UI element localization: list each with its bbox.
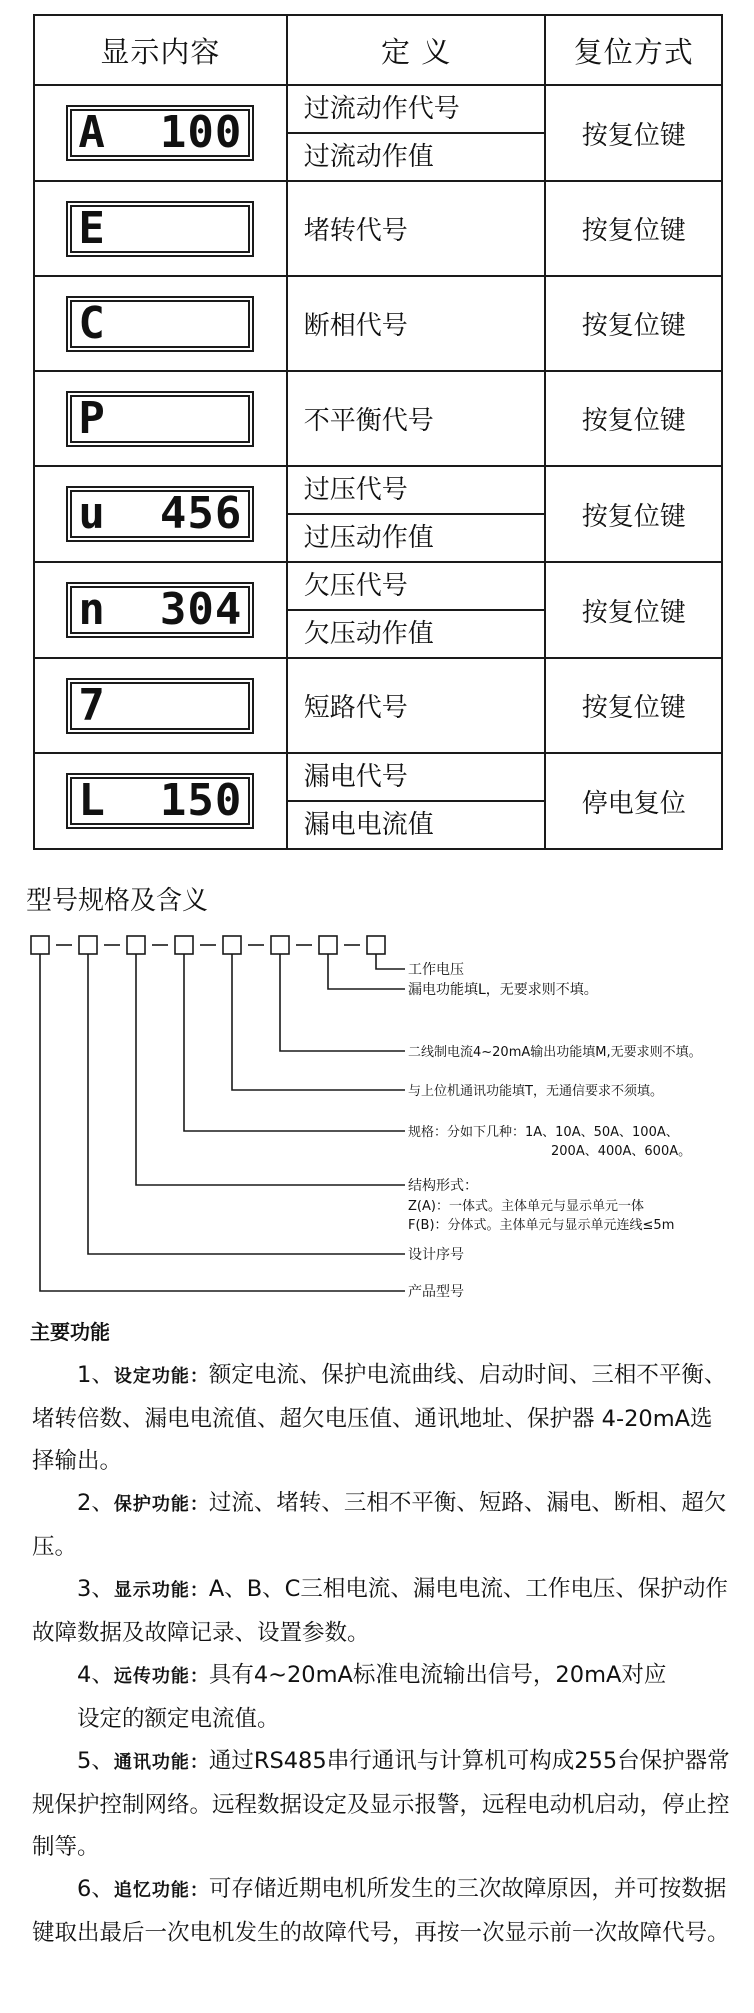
function-name: 追忆功能：	[113, 1880, 209, 1901]
table-row	[34, 753, 722, 849]
display-cell	[34, 181, 287, 276]
table-row	[34, 276, 722, 371]
label-struct-line2: Z(A)：一体式。主体单元与显示单元一体	[408, 1199, 644, 1214]
header-display-content: 显示内容	[34, 15, 287, 85]
code-box	[367, 936, 385, 954]
definition-cell	[287, 753, 546, 849]
table-row	[34, 371, 722, 466]
definition-line: 漏电电流值	[303, 810, 434, 840]
lcd-value: 456	[159, 488, 243, 539]
leader-line	[184, 954, 405, 1131]
label-comm: 与上位机通讯功能填T，无通信要求不须填。	[408, 1084, 663, 1099]
reset-cell: 按复位键	[545, 466, 722, 562]
label-design-no: 设计序号	[408, 1247, 464, 1263]
label-two-wire: 二线制电流4~20mA输出功能填M,无要求则不填。	[408, 1045, 702, 1060]
table-row	[34, 658, 722, 753]
code-box	[223, 936, 241, 954]
function-text: 额定电流、保护电流曲线、启动时间、三相不平衡、堵转倍数、漏电电流值、超欠电压值、通讯地址、保护器 4-20mA选择输出。	[32, 1362, 727, 1474]
leader-line	[376, 954, 405, 969]
leader-line	[328, 954, 405, 989]
table-row	[34, 85, 722, 181]
lcd-code: n	[78, 584, 105, 635]
function-num: 5、	[77, 1748, 114, 1774]
code-box	[271, 936, 289, 954]
definition-cell	[287, 85, 546, 181]
definition-cell: 不平衡代号	[287, 371, 546, 466]
definition-line: 过流动作代号	[288, 86, 545, 134]
definition-cell: 短路代号	[287, 658, 546, 753]
leader-line	[232, 954, 405, 1090]
function-item-continued: 设定的额定电流值。	[77, 1706, 280, 1732]
display-code-table	[33, 14, 723, 850]
definition-cell: 断相代号	[287, 276, 546, 371]
function-num: 3、	[77, 1576, 114, 1602]
label-spec-line2: 200A、400A、600A。	[551, 1144, 692, 1159]
definition-line: 过压动作值	[303, 523, 434, 553]
reset-cell: 停电复位	[545, 753, 722, 849]
function-name: 显示功能：	[113, 1580, 209, 1601]
definition-cell	[287, 466, 546, 562]
function-item	[32, 1740, 732, 1868]
function-name: 保护功能：	[113, 1494, 209, 1515]
display-cell	[34, 466, 287, 562]
function-name: 通讯功能：	[113, 1752, 209, 1773]
lcd-code: L	[78, 775, 105, 826]
function-item	[32, 1654, 732, 1698]
label-struct-line1: 结构形式：	[408, 1178, 478, 1194]
lcd-code: P	[78, 392, 105, 444]
definition-line: 漏电代号	[288, 754, 545, 802]
code-box	[127, 936, 145, 954]
lcd-value: 100	[159, 107, 243, 158]
function-item	[32, 1482, 732, 1568]
function-text: 可存储近期电机所发生的三次故障原因，并可按数据键取出最后一次电机发生的故障代号，再按一次显示前一次故障代号。	[32, 1876, 730, 1946]
definition-cell: 堵转代号	[287, 181, 546, 276]
lcd-display	[66, 773, 254, 829]
function-name: 远传功能：	[113, 1666, 209, 1687]
header-definition: 定 义	[287, 15, 546, 85]
display-cell	[34, 753, 287, 849]
lcd-code: C	[78, 297, 105, 349]
lcd-code: 7	[78, 679, 105, 731]
function-num: 2、	[77, 1490, 114, 1516]
model-spec-diagram	[0, 928, 754, 1308]
function-text: 具有4~20mA标准电流输出信号，20mA对应	[208, 1662, 667, 1688]
code-box	[79, 936, 97, 954]
lcd-display	[66, 582, 254, 638]
lcd-display	[66, 486, 254, 542]
code-box	[175, 936, 193, 954]
lcd-code: A	[78, 107, 105, 158]
function-item	[32, 1868, 732, 1954]
definition-line: 过压代号	[288, 467, 545, 515]
reset-cell: 按复位键	[545, 562, 722, 658]
definition-cell	[287, 562, 546, 658]
reset-cell: 按复位键	[545, 181, 722, 276]
table-header-row	[34, 15, 722, 85]
label-product-model: 产品型号	[408, 1284, 464, 1300]
leader-line	[40, 954, 405, 1291]
label-work-voltage: 工作电压	[408, 962, 464, 978]
spec-title: 型号规格及含义	[26, 886, 209, 916]
function-text: 过流、堵转、三相不平衡、短路、漏电、断相、超欠压。	[32, 1490, 727, 1560]
code-box	[319, 936, 337, 954]
code-box	[31, 936, 49, 954]
reset-cell: 按复位键	[545, 371, 722, 466]
definition-line: 欠压动作值	[303, 619, 434, 649]
lcd-display	[66, 201, 254, 257]
function-name: 设定功能：	[113, 1366, 209, 1387]
function-item	[32, 1354, 732, 1482]
table-row	[34, 181, 722, 276]
label-spec-line1: 规格：分如下几种：1A、10A、50A、100A、	[408, 1125, 679, 1140]
definition-line: 过流动作值	[303, 142, 434, 172]
lcd-code: u	[78, 488, 105, 539]
display-cell	[34, 85, 287, 181]
function-text: A、B、C三相电流、漏电电流、工作电压、保护动作故障数据及故障记录、设置参数。	[32, 1576, 728, 1646]
lcd-display	[66, 105, 254, 161]
function-num: 1、	[77, 1362, 114, 1388]
display-cell	[34, 658, 287, 753]
display-cell	[34, 562, 287, 658]
table-row	[34, 562, 722, 658]
lcd-display	[66, 391, 254, 447]
lcd-display	[66, 678, 254, 734]
lcd-value: 150	[159, 775, 243, 826]
table-row	[34, 466, 722, 562]
functions-body	[32, 1354, 732, 1954]
header-reset-method: 复位方式	[545, 15, 722, 85]
label-struct-line3: F(B)：分体式。主体单元与显示单元连线≤5m	[408, 1218, 675, 1233]
display-cell	[34, 276, 287, 371]
reset-cell: 按复位键	[545, 276, 722, 371]
function-text: 通过RS485串行通讯与计算机可构成255台保护器常规保护控制网络。远程数据设定及显示报警，远程电动机启动，停止控制等。	[32, 1748, 730, 1860]
reset-cell: 按复位键	[545, 85, 722, 181]
display-cell	[34, 371, 287, 466]
function-num: 4、	[77, 1662, 114, 1688]
functions-title: 主要功能	[30, 1320, 110, 1344]
lcd-display	[66, 296, 254, 352]
function-item	[32, 1568, 732, 1654]
reset-cell: 按复位键	[545, 658, 722, 753]
lcd-code: E	[78, 202, 105, 254]
definition-line: 欠压代号	[288, 563, 545, 611]
label-leakage: 漏电功能填L，无要求则不填。	[408, 982, 598, 998]
function-num: 6、	[77, 1876, 114, 1902]
lcd-value: 304	[159, 584, 243, 635]
